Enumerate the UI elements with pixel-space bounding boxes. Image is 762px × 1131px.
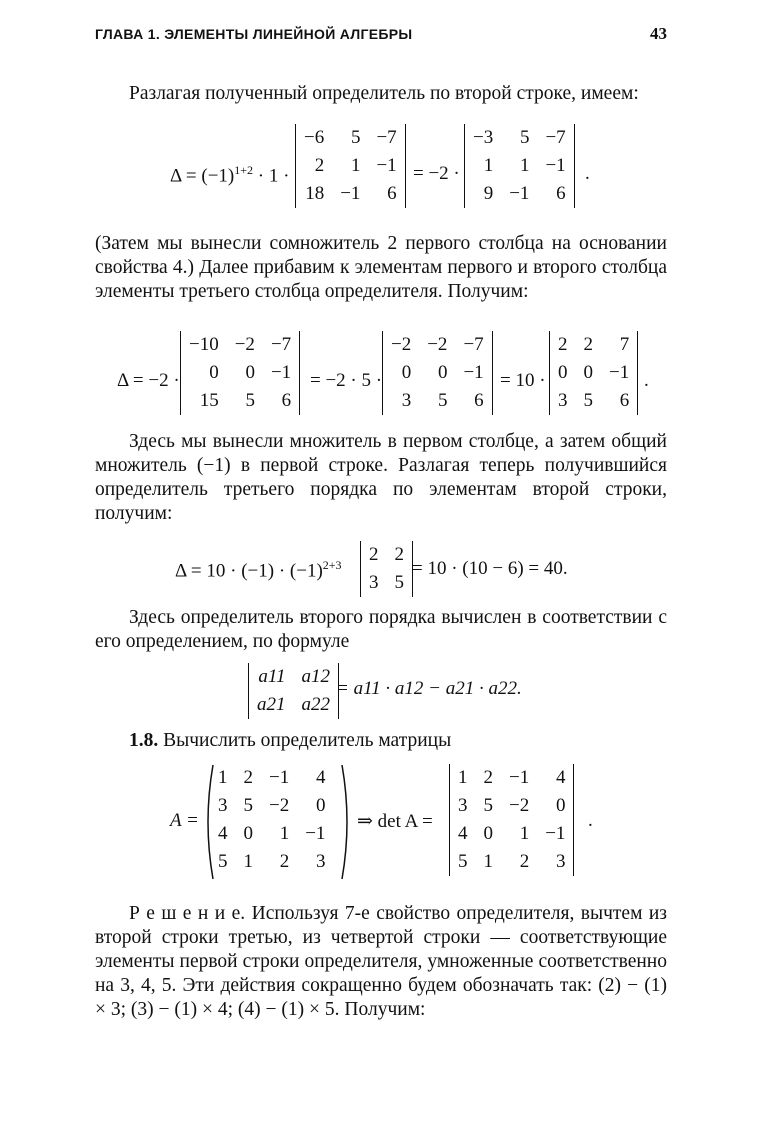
matrix-row [450, 792, 574, 820]
matrix-table [382, 331, 493, 415]
matrix-cell: 0 [558, 362, 568, 383]
matrix-row [361, 541, 413, 569]
equation-1-op: = −2 · [413, 163, 460, 184]
equation-2-determinant-c [549, 331, 638, 415]
matrix-cell: 6 [474, 390, 484, 411]
matrix-cell: −1 [609, 362, 630, 383]
matrix-cell: 6 [387, 183, 397, 204]
matrix-cell: 15 [199, 390, 219, 411]
paragraph-4: Здесь определитель второго порядка вычислен в соответствии с его определением, по формуле [95, 607, 667, 652]
matrix-cell: 5 [483, 795, 493, 816]
equation-5-op: ⇒ det A = [357, 811, 433, 832]
matrix-row [210, 848, 333, 876]
matrix-cell: 3 [458, 795, 468, 816]
matrix-cell: 2 [369, 544, 379, 565]
matrix-cell: 0 [245, 362, 255, 383]
matrix-cell: 2 [314, 155, 325, 176]
matrix-cell: 7 [619, 334, 630, 355]
matrix-row [383, 387, 493, 415]
matrix-cell: 1 [458, 767, 468, 788]
matrix-cell: 2 [279, 851, 290, 872]
matrix-row [210, 764, 333, 792]
matrix-row [383, 331, 493, 359]
matrix-row [181, 359, 300, 387]
matrix-cell: −2 [509, 795, 530, 816]
matrix-row [550, 359, 638, 387]
paragraph-1: Разлагая полученный определитель по второй строке, имеем: [129, 83, 639, 104]
matrix-cell: 1 [350, 155, 361, 176]
matrix-cell: −1 [270, 362, 292, 383]
matrix-cell: 18 [305, 183, 325, 204]
matrix-cell: 1 [218, 767, 228, 788]
matrix-cell: −1 [376, 155, 397, 176]
matrix-row [550, 331, 638, 359]
matrix-row [181, 331, 300, 359]
matrix-row [450, 764, 574, 792]
matrix-row [383, 359, 493, 387]
matrix-row [249, 663, 339, 691]
equation-5-determinant [449, 764, 574, 876]
matrix-cell: 0 [401, 362, 412, 383]
equation-2-determinant-b [382, 331, 493, 415]
equation-1-end: . [585, 163, 590, 184]
matrix-table [295, 124, 406, 208]
matrix-cell: 0 [315, 795, 326, 816]
matrix-cell: 5 [243, 795, 253, 816]
matrix-cell: 6 [619, 390, 630, 411]
equation-2-op-2: = 10 · [500, 370, 546, 391]
matrix-cell: 3 [369, 572, 379, 593]
equation-2-op-1: = −2 · 5 · [310, 370, 383, 391]
solution-label: Р е ш е н и е. [129, 903, 246, 924]
matrix-table [549, 331, 638, 415]
matrix-cell: −1 [509, 767, 530, 788]
matrix-row [210, 820, 333, 848]
matrix-cell: 3 [315, 851, 326, 872]
matrix-cell: 0 [483, 823, 493, 844]
equation-5-lhs: A = [170, 810, 199, 831]
matrix-cell: a12 [301, 666, 330, 687]
matrix-cell: 3 [401, 390, 412, 411]
matrix-cell: 1 [483, 155, 494, 176]
matrix-table [360, 541, 413, 597]
matrix-cell: a22 [301, 694, 330, 715]
matrix-cell: 5 [350, 127, 361, 148]
page-number: 43 [650, 24, 667, 43]
matrix-cell: −7 [376, 127, 397, 148]
matrix-cell: 5 [394, 572, 404, 593]
matrix-cell: −7 [463, 334, 484, 355]
matrix-cell: 1 [243, 851, 253, 872]
matrix-table [210, 764, 333, 876]
matrix-cell: 5 [437, 390, 448, 411]
matrix-cell: 5 [583, 390, 593, 411]
matrix-cell: 1 [483, 851, 493, 872]
solution-paragraph [95, 902, 667, 1022]
equation-3-lhs: $\Delta = 10 \cdot (-1) \cdot (-1)^{2+3}$ [175, 558, 342, 582]
matrix-row [210, 792, 333, 820]
matrix-cell: a11 [258, 666, 286, 687]
matrix-row [296, 124, 406, 152]
matrix-cell: −1 [340, 183, 361, 204]
problem-statement: Вычислить определитель матрицы [163, 730, 452, 751]
matrix-cell: 5 [458, 851, 468, 872]
matrix-row [296, 152, 406, 180]
equation-4-determinant [248, 663, 339, 719]
matrix-row [465, 180, 575, 208]
problem-number: 1.8. [129, 730, 159, 751]
matrix-cell: −7 [270, 334, 292, 355]
matrix-cell: 0 [243, 823, 253, 844]
matrix-cell: 4 [555, 767, 566, 788]
paragraph-2: (Затем мы вынесли сомножитель 2 первого столбца на основании свойства 4.) Далее прибавим к элементам первого и второго столбца элементы третьего столбца определителя. Получим: [95, 233, 667, 302]
matrix-cell: 6 [556, 183, 566, 204]
equation-2-lhs: Δ = −2 · [117, 370, 180, 391]
matrix-cell: 3 [558, 390, 568, 411]
matrix-cell: 3 [555, 851, 566, 872]
matrix-cell: 2 [243, 767, 253, 788]
matrix-cell: 0 [555, 795, 566, 816]
solution-text: Используя 7-е свойство определителя, вычтем из второй строки третью, из четвертой строки — соответствующие элементы первой строки определителя, умноженные соответственно на 3, 4, 5. Эти действия сокращенно будем обозначать так: (2) − (1) × 3; (3) − (1) × 4; (4) − (1) × 5. Получим: [95, 903, 668, 1020]
matrix-cell: −1 [545, 155, 566, 176]
equation-5-end: . [588, 810, 593, 831]
equation-3-rhs: = 10 · (10 − 6) = 40. [412, 558, 568, 579]
matrix-table [449, 764, 574, 876]
equation-2-end: . [644, 370, 649, 391]
matrix-cell: 2 [558, 334, 568, 355]
matrix-row [296, 180, 406, 208]
matrix-cell: −1 [463, 362, 484, 383]
matrix-cell: 4 [218, 823, 228, 844]
matrix-cell: 1 [279, 823, 290, 844]
matrix-table [180, 331, 300, 415]
matrix-row [465, 124, 575, 152]
matrix-row [550, 387, 638, 415]
matrix-row [361, 569, 413, 597]
equation-1-determinant-b [464, 124, 575, 208]
equation-5-matrix [210, 764, 333, 876]
matrix-cell: 2 [519, 851, 530, 872]
equation-4-rhs: = a11 · a12 − a21 · a22. [336, 678, 522, 699]
matrix-cell: 6 [281, 390, 292, 411]
matrix-cell: 5 [218, 851, 228, 872]
matrix-cell: 1 [519, 155, 530, 176]
matrix-cell: 0 [437, 362, 448, 383]
matrix-cell: −2 [391, 334, 412, 355]
matrix-cell: −1 [305, 823, 326, 844]
matrix-row [465, 152, 575, 180]
matrix-row [181, 387, 300, 415]
matrix-cell: −7 [545, 127, 566, 148]
matrix-table [464, 124, 575, 208]
matrix-cell: 1 [519, 823, 530, 844]
right-paren [340, 763, 352, 881]
equation-2-determinant-a [180, 331, 300, 415]
matrix-cell: −2 [427, 334, 448, 355]
matrix-cell: −2 [234, 334, 255, 355]
matrix-cell: 2 [583, 334, 593, 355]
matrix-cell: 0 [583, 362, 593, 383]
running-header: ГЛАВА 1. ЭЛЕМЕНТЫ ЛИНЕЙНОЙ АЛГЕБРЫ [95, 26, 413, 42]
matrix-cell: 4 [315, 767, 326, 788]
matrix-cell: −6 [304, 127, 325, 148]
matrix-row [450, 848, 574, 876]
matrix-cell: 0 [209, 362, 219, 383]
matrix-row [450, 820, 574, 848]
matrix-cell: 4 [458, 823, 468, 844]
matrix-row [249, 691, 339, 719]
matrix-cell: 9 [483, 183, 494, 204]
matrix-cell: −1 [509, 183, 530, 204]
matrix-cell: 3 [218, 795, 228, 816]
matrix-cell: 5 [245, 390, 255, 411]
matrix-cell: 2 [483, 767, 493, 788]
equation-1-determinant-a [295, 124, 406, 208]
equation-3-determinant [360, 541, 413, 597]
matrix-cell: a21 [257, 694, 286, 715]
problem-1-8 [129, 729, 451, 753]
matrix-cell: −10 [189, 334, 219, 355]
matrix-cell: 2 [394, 544, 404, 565]
matrix-cell: −1 [269, 767, 290, 788]
equation-1-lhs: $\Delta = (-1)^{1+2} \cdot 1$ · [170, 163, 290, 187]
matrix-cell: −3 [473, 127, 494, 148]
matrix-cell: −1 [545, 823, 566, 844]
matrix-table [248, 663, 339, 719]
paragraph-3: Здесь мы вынесли множитель в первом столбце, а затем общий множитель (−1) в первой строке. Разлагая теперь получившийся определитель третьего порядка по элементам второй строки, получим: [95, 431, 667, 524]
matrix-cell: −2 [269, 795, 290, 816]
matrix-cell: 5 [519, 127, 530, 148]
